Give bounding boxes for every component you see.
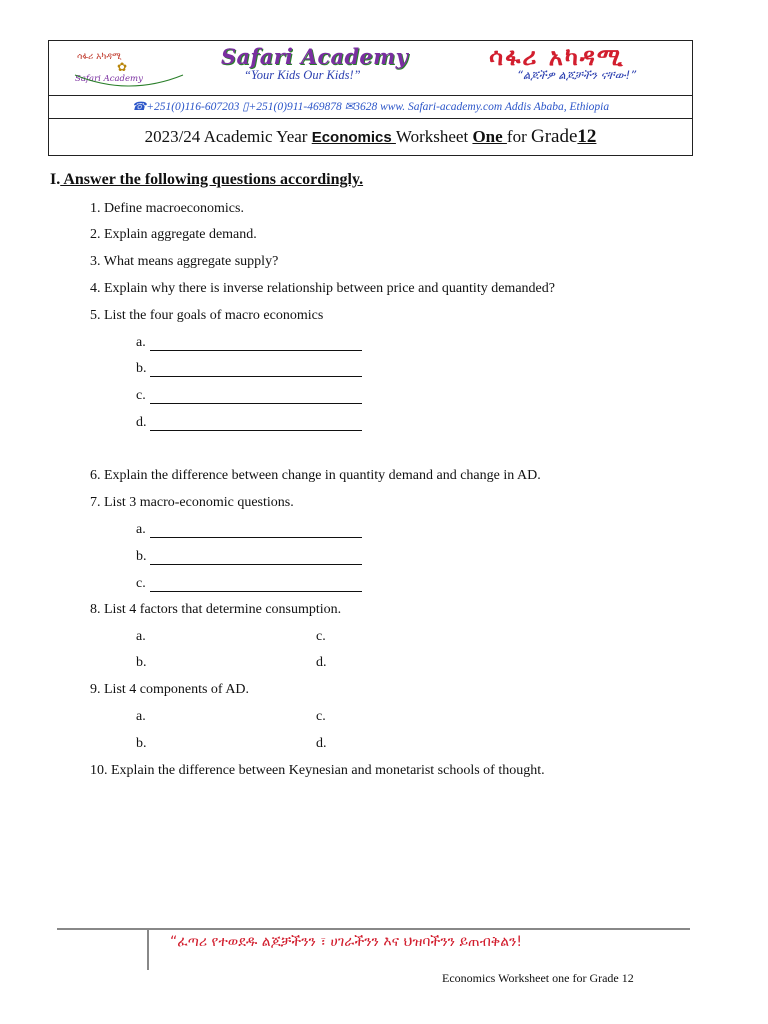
footer-amharic-blessing: “ፈጣሪ የተወደዱ ልጆቻችንን ፣ ሀገራችንን እና ህዝባችንን ይጠብቅልን!	[170, 934, 523, 950]
answer-line	[150, 376, 362, 377]
question-6: 6. Explain the difference between change in quantity demand and change in AD.	[90, 468, 541, 483]
option-8b: b.	[136, 655, 147, 670]
answer-line	[150, 403, 362, 404]
option-8d: d.	[316, 655, 327, 670]
svg-text:✿: ✿	[117, 60, 128, 74]
section-numeral: I.	[50, 171, 61, 188]
answer-blank-5c	[136, 388, 146, 404]
blank-letter: c.	[136, 388, 146, 403]
question-4: 4. Explain why there is inverse relationship between price and quantity demanded?	[90, 281, 555, 296]
svg-text:Safari Academy: Safari Academy	[75, 74, 143, 84]
option-9b: b.	[136, 736, 147, 751]
title-number: One	[472, 127, 507, 146]
answer-blank-5b	[136, 361, 147, 377]
option-9c: c.	[316, 709, 326, 724]
footer-vertical-divider	[147, 930, 149, 970]
option-8a: a.	[136, 629, 146, 644]
header-contact-row	[49, 95, 692, 119]
blank-letter: a.	[136, 335, 146, 350]
question-8: 8. List 4 factors that determine consumption.	[90, 602, 342, 617]
header-brand-row	[49, 41, 692, 96]
answer-blank-7c	[136, 576, 146, 592]
footer-divider	[57, 928, 690, 930]
svg-text:ሳፋሪ አካዳሚ: ሳፋሪ አካዳሚ	[77, 52, 122, 62]
contact-info: ☎+251(0)116-607203 ▯+251(0)911-469878 ✉3628 www. Safari-academy.com Addis Ababa, Ethiopia	[131, 101, 610, 113]
answer-line	[150, 591, 362, 592]
blank-letter: a.	[136, 522, 146, 537]
blank-letter: b.	[136, 549, 147, 564]
worksheet-title	[49, 126, 692, 148]
answer-line	[150, 564, 362, 565]
title-middle: Worksheet	[395, 127, 473, 146]
motto-amharic: “ልጆችዎ ልጆቻችን ናቸው!”	[517, 68, 637, 82]
option-9a: a.	[136, 709, 146, 724]
question-1: 1. Define macroeconomics.	[90, 201, 244, 216]
title-prefix: 2023/24 Academic Year	[144, 127, 312, 146]
answer-line	[150, 537, 362, 538]
question-10: 10. Explain the difference between Keynesian and monetarist schools of thought.	[90, 763, 545, 778]
section-heading	[50, 171, 363, 189]
question-7: 7. List 3 macro-economic questions.	[90, 495, 294, 510]
answer-blank-5d	[136, 415, 147, 431]
answer-blank-7a	[136, 522, 146, 538]
answer-blank-5a	[136, 335, 146, 351]
header-title-row	[49, 118, 692, 155]
footer-page-label: Economics Worksheet one for Grade 12	[442, 971, 634, 985]
option-8c: c.	[316, 629, 326, 644]
option-9d: d.	[316, 736, 327, 751]
motto-english: “Your Kids Our Kids!”	[244, 68, 361, 82]
title-grade-number: 12	[577, 126, 597, 147]
answer-blank-7b	[136, 549, 147, 565]
question-2: 2. Explain aggregate demand.	[90, 227, 257, 242]
question-9: 9. List 4 components of AD.	[90, 682, 250, 697]
header-box	[48, 40, 693, 156]
blank-letter: c.	[136, 576, 146, 591]
answer-line	[150, 430, 362, 431]
school-name-amharic: ሳፋሪ አካዳሚ	[489, 43, 625, 71]
answer-line	[150, 350, 362, 351]
question-5: 5. List the four goals of macro economics	[90, 308, 324, 323]
title-grade-word: Grade	[531, 126, 578, 147]
blank-letter: b.	[136, 361, 147, 376]
title-subject: Economics	[311, 129, 396, 146]
question-3: 3. What means aggregate supply?	[90, 254, 279, 269]
blank-letter: d.	[136, 415, 147, 430]
title-for: for	[506, 127, 531, 146]
section-title-text: Answer the following questions accordingly.	[60, 171, 364, 188]
school-name-english: Safari Academy	[221, 44, 409, 69]
school-seal-logo	[69, 45, 189, 91]
